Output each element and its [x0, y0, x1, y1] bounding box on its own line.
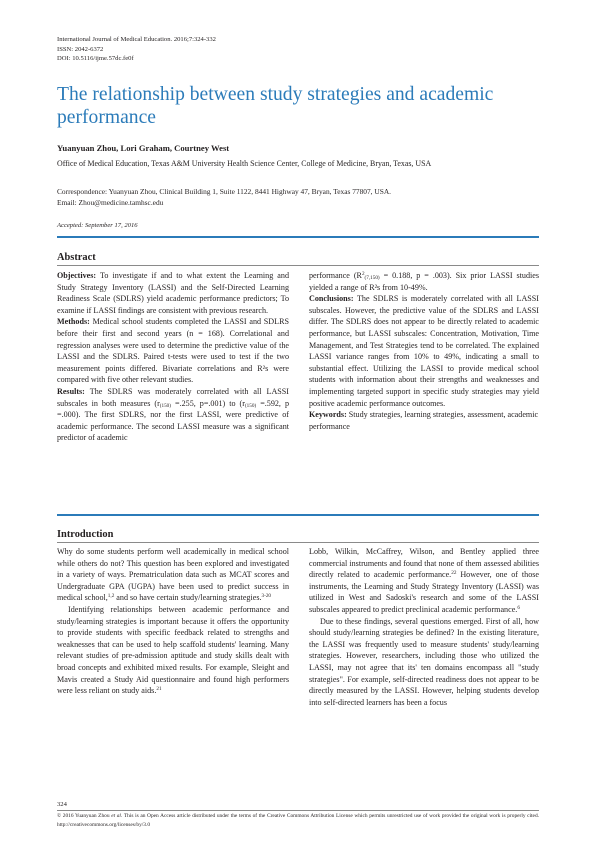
- abstract-results: [57, 386, 289, 444]
- abstract-end-divider: [57, 514, 539, 516]
- intro-paragraph-2: [57, 604, 289, 697]
- intro-p1-ref-2: 3-20: [261, 593, 272, 600]
- conclusions-label: Conclusions:: [309, 294, 354, 304]
- license-text-a: © 2016 Yuanyuan Zhou: [57, 813, 112, 819]
- keywords-label: Keywords:: [309, 410, 347, 420]
- license-footer: [57, 812, 539, 829]
- introduction-left-column: [57, 546, 289, 697]
- results-label: Results:: [57, 386, 85, 396]
- methods-text: Medical school students completed the LASSI and SDLRS before their first and second years (n = 168). Correlational and regression analyses were used to determine the predictive value of the LASSI and the SDLRS. Paired t-tests were used to test if the two measurement points differed. Bivariate correlations and R²s were compared with five other relevant studies.: [57, 317, 289, 385]
- intro-p1-text-b: and so have certain study/learning strategies.: [114, 593, 262, 603]
- results-text-c: =.592, p =.000). The first SDLRS, nor the first LASSI, were predictive of academic performance. The second LASSI measure was a significant predictor of academic: [57, 398, 289, 443]
- abstract-left-column: [57, 270, 289, 444]
- intro-p2-ref: 21: [156, 686, 162, 693]
- header-divider: [57, 236, 539, 238]
- article-authors: Yuanyuan Zhou, Lori Graham, Courtney West: [57, 143, 230, 153]
- footer-divider: [57, 810, 539, 811]
- results-text-a: The SDLRS was moderately correlated with all LASSI subscales in both measures (r: [57, 386, 289, 408]
- intro-p3-text: Lobb, Wilkin, McCaffrey, Wilson, and Bentley applied three commercial instruments and found that none of them assessed abilities directly related to academic performance.: [309, 547, 539, 580]
- intro-p3-ref-1: 22: [451, 570, 457, 577]
- results-cont-subscript: (7,150): [364, 275, 380, 281]
- journal-doi[interactable]: DOI: 10.5116/ijme.57dc.fe0f: [57, 55, 134, 63]
- intro-paragraph-1: [57, 546, 289, 604]
- results-cont-a: performance (R: [309, 271, 362, 280]
- license-text-b: This is an Open Access article distributed under the terms of the Creative Commons Attribution License which permits unrestricted use of work provided the original work is properly cited. http://creativecommons.org/licenses/by/3.0: [57, 813, 539, 828]
- intro-p4-text: Due to these findings, several questions emerged. First of all, how should study/learning strategies be defined? In the existing literature, the LASSI was frequently used to measure students' study/learning strategies. However, researchers, including those who utilized the LASSI, may not agree that its' ten domains encompass all "study strategies". For example, self-directed readiness does not appear to be directly measured by the LASSI. However, helping students develop into self-directed learners has been a focus: [309, 616, 539, 707]
- objectives-text: To investigate if and to what extent the Learning and Study Strategy Inventory (LASSI) and the Self-Directed Learning Readiness Scale (SDLRS) yield academic performance predictors; To examine if LASSI findings are consistent with previous research.: [57, 271, 289, 315]
- introduction-right-column: [309, 546, 539, 708]
- journal-meta: [57, 35, 216, 64]
- abstract-heading: Abstract: [57, 252, 96, 263]
- abstract-heading-rule: [57, 265, 539, 266]
- results-subscript-1: (150): [159, 402, 172, 409]
- correspondence-email[interactable]: Email: Zhou@medicine.tamhsc.edu: [57, 198, 164, 207]
- abstract-objectives: [57, 270, 289, 316]
- page-number: 324: [57, 801, 67, 808]
- introduction-heading-rule: [57, 542, 539, 543]
- results-cont-b: = 0.188, p = .003). Six prior LASSI studies yielded a range of R²s from 10-49%.: [309, 271, 539, 292]
- journal-issn: ISSN: 2042-6372: [57, 45, 104, 53]
- results-cont-superscript: 2: [361, 271, 365, 277]
- intro-paragraph-3: [309, 546, 539, 616]
- conclusions-text: The SDLRS is moderately correlated with all LASSI subscales. However, the predictive value of the SDLRS and LASSI differ. The SDLRS does not appear to be directly related to academic performance, but LASSI subscales: Concentration, Motivation, Time Management, and Test Strategies tend to be correlated. The explained LASSI variance ranges from 10% to 49%, indicating a small to substantial effect. Utilizing the LASSI to provide medical school students with information about their strengths and weaknesses and implementing targeted support in specific study strategies may yield positive academic performance outcomes.: [309, 294, 539, 408]
- intro-p3-ref-2: 6: [517, 604, 520, 611]
- intro-p3-text-b: However, one of those instruments, the Learning and Study Strategy Inventory (LASSI) was utilized in West and Sadoski's research and some of the LASSI subscales appeared to predict preclinical academic performance.: [309, 570, 539, 614]
- abstract-conclusions: [309, 293, 539, 409]
- keywords-text: Study strategies, learning strategies, assessment, academic performance: [309, 410, 539, 431]
- license-et-al: et al.: [111, 813, 123, 819]
- methods-label: Methods:: [57, 317, 90, 327]
- article-title: The relationship between study strategies and academic performance: [57, 84, 494, 128]
- abstract-right-column: [309, 270, 539, 432]
- intro-p1-ref-1: 1,2: [107, 593, 115, 600]
- intro-paragraph-4: [309, 616, 539, 709]
- accepted-date: Accepted: September 17, 2016: [57, 222, 138, 229]
- results-text-b: =.255, p=.001) to (r: [171, 398, 245, 408]
- objectives-label: Objectives:: [57, 271, 97, 280]
- introduction-heading: Introduction: [57, 529, 114, 540]
- correspondence: Correspondence: Yuanyuan Zhou, Clinical Building 1, Suite 1122, 8441 Highway 47, Bryan, Texas 77807, USA.: [57, 187, 392, 196]
- abstract-results-continued: [309, 270, 539, 293]
- article-affiliation: Office of Medical Education, Texas A&M University Health Science Center, College of Medicine, Bryan, Texas, USA: [57, 159, 432, 168]
- abstract-methods: [57, 316, 289, 386]
- abstract-keywords: [309, 409, 539, 432]
- intro-p2-text: Identifying relationships between academic performance and study/learning strategies is important because it offers the opportunity to provide students with specific feedback related to strengths and weaknesses that can be used to help scaffold students' learning. Many relevant studies of pre-admission aptitude and study skills dealt with broad concepts and exhibited mixed results. For example, Sleight and Mavis created a Study Aid questionnaire and found high performers were less reliant on study aids.: [57, 604, 289, 696]
- results-subscript-2: (150): [244, 402, 257, 409]
- intro-p1-text: Why do some students perform well academically in medical school while others do not? This question has been explored and investigated in a variety of ways. Prematriculation data such as MCAT scores and Undergraduate GPA (UGPA) have been used to predict success in medical school,: [57, 547, 289, 603]
- journal-citation: International Journal of Medical Education. 2016;7:324-332: [57, 36, 216, 43]
